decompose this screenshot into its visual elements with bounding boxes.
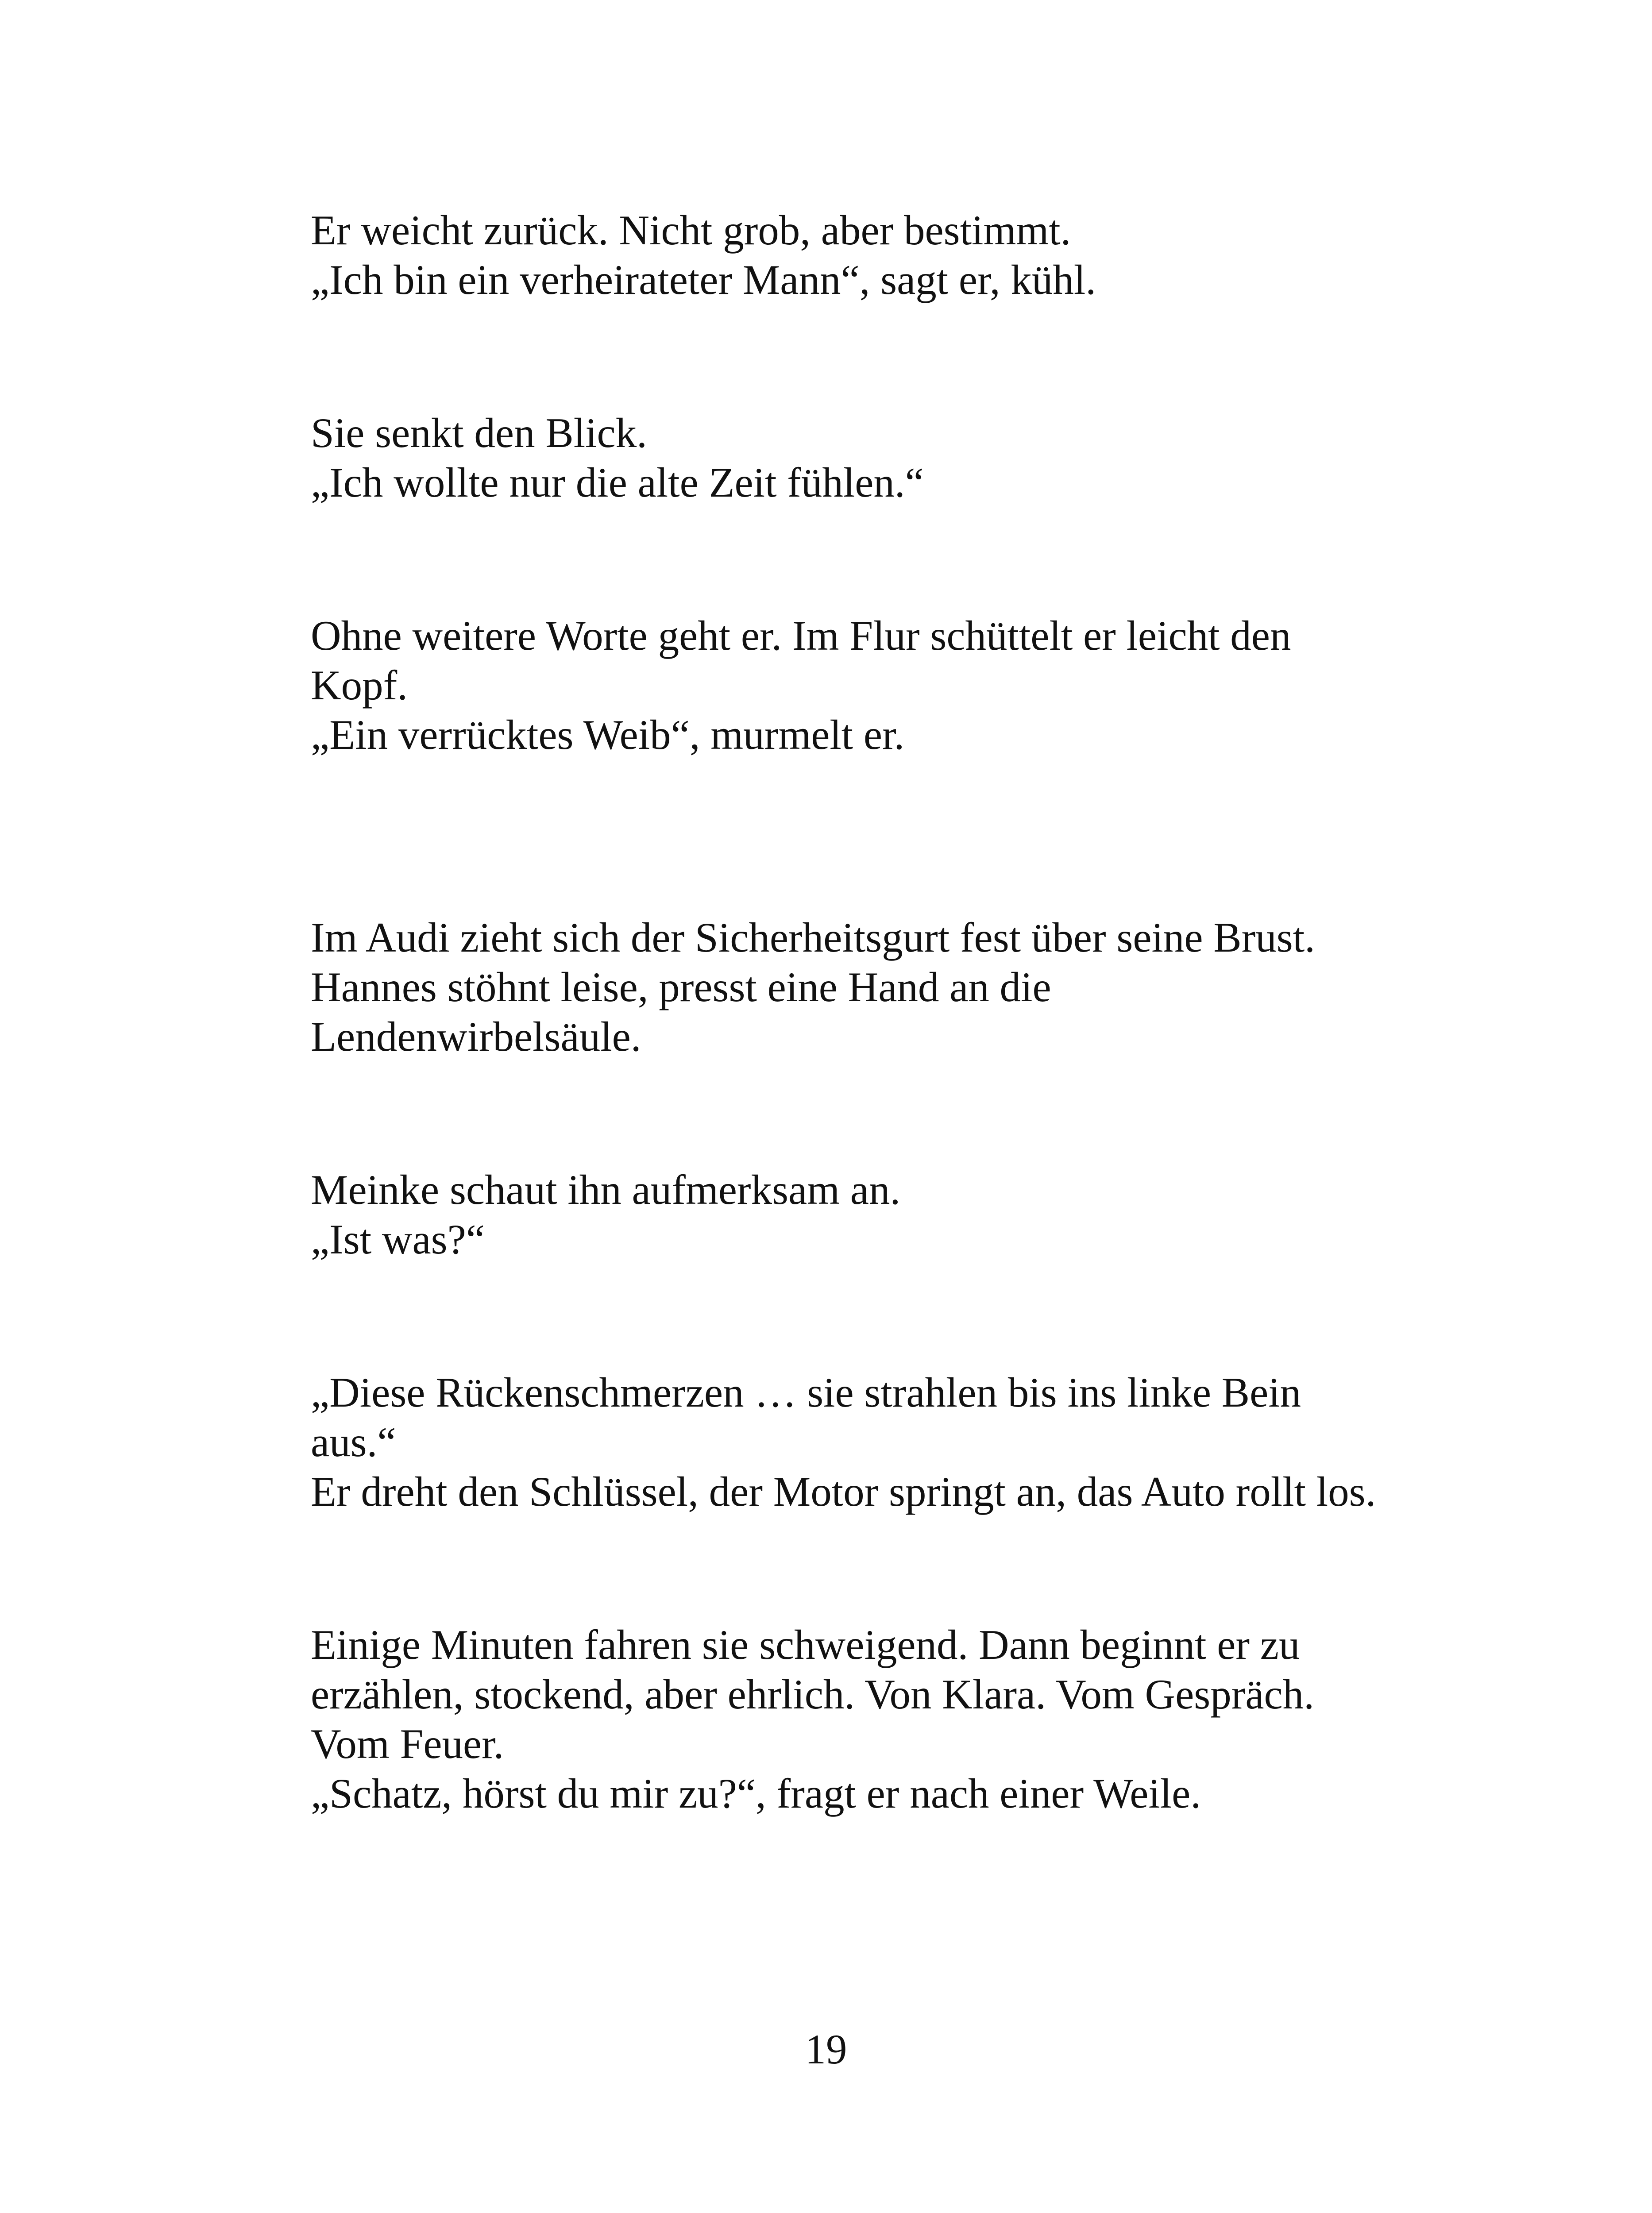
text-line: Vom Feuer. xyxy=(311,1720,504,1767)
text-line: Ohne weitere Worte geht er. Im Flur schüttelt er leicht den xyxy=(311,612,1291,659)
text-line: Kopf. xyxy=(311,662,408,709)
text-line: Er dreht den Schlüssel, der Motor springt an, das Auto rollt los. xyxy=(311,1468,1376,1515)
page-number: 19 xyxy=(805,2026,847,2073)
text-line: Einige Minuten fahren sie schweigend. Dann beginnt er zu xyxy=(311,1621,1300,1668)
text-line: „Schatz, hörst du mir zu?“, fragt er nach einer Weile. xyxy=(311,1770,1201,1817)
text-line: Meinke schaut ihn aufmerksam an. xyxy=(311,1166,901,1213)
text-line: „Ich wollte nur die alte Zeit fühlen.“ xyxy=(311,459,924,506)
text-line: erzählen, stockend, aber ehrlich. Von Klara. Vom Gespräch. xyxy=(311,1671,1314,1718)
text-line: Lendenwirbelsäule. xyxy=(311,1013,641,1060)
text-line: „Ist was?“ xyxy=(311,1216,485,1263)
text-line: aus.“ xyxy=(311,1419,396,1465)
text-line: „Ein verrücktes Weib“, murmelt er. xyxy=(311,711,905,758)
text-line: Hannes stöhnt leise, presst eine Hand an die xyxy=(311,964,1051,1010)
text-line: „Ich bin ein verheirateter Mann“, sagt er, kühl. xyxy=(311,256,1096,303)
text-line: Er weicht zurück. Nicht grob, aber bestimmt. xyxy=(311,207,1071,254)
text-line: „Diese Rückenschmerzen … sie strahlen bis ins linke Bein xyxy=(311,1369,1301,1416)
text-line: Sie senkt den Blick. xyxy=(311,409,647,456)
text-line: Im Audi zieht sich der Sicherheitsgurt fest über seine Brust. xyxy=(311,914,1315,961)
